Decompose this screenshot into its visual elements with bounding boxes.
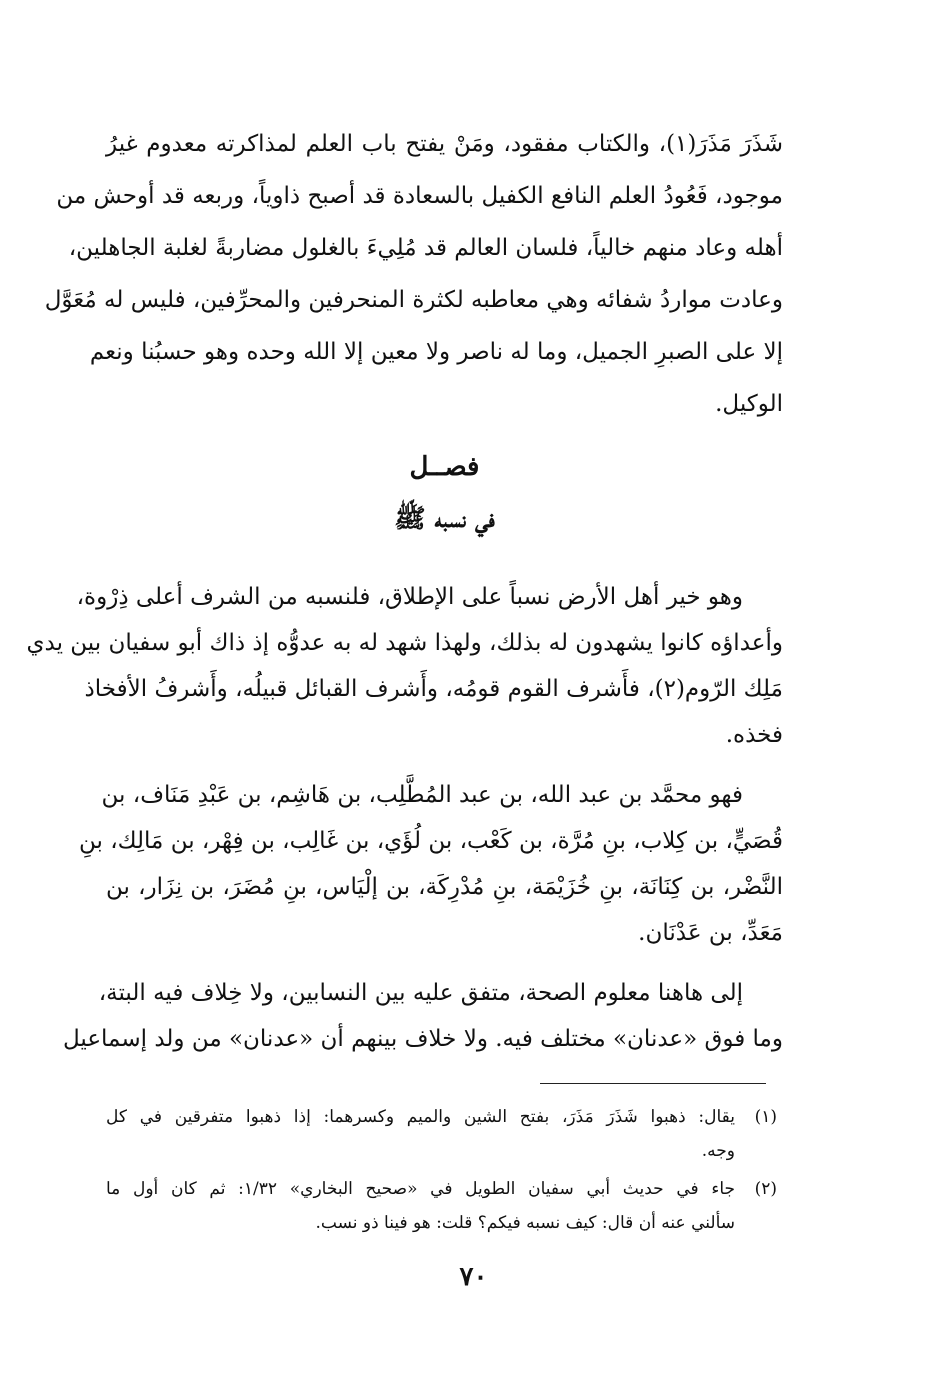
text-line: شَذَرَ مَذَرَ(١)، والكتاب مفقود، ومَنْ يفتح باب العلم لمذاكرته معدوم غيرُ	[106, 131, 783, 157]
text-line: قُصَيٍّ، بن كِلاب، بنِ مُرَّة، بن كَعْب، بن لُؤَي، بن غَالِب، بن فِهْر، بن مَالِك، بنِ	[79, 828, 783, 854]
text-line: موجود، فَعُودُ العلم النافع الكفيل بالسعادة قد أصبح ذاوياً، وربعه قد أوحش من	[56, 183, 783, 209]
footnote-1	[106, 1100, 777, 1168]
section-title: فصــل	[409, 452, 480, 482]
text-line: وهو خير أهل الأرض نسباً على الإطلاق، فلنسبه من الشرف أعلى ذِرْوة،	[76, 584, 743, 610]
footnote-text	[106, 1172, 735, 1240]
text-line: إلى هاهنا معلوم الصحة، متفق عليه بين النسابين، ولا خِلاف فيه البتة،	[98, 980, 743, 1006]
footnote-number: (٢)	[754, 1179, 777, 1199]
footnote-number: (١)	[754, 1107, 777, 1127]
footnote-line: سألني عنه أن قال: كيف نسبه فيكم؟ قلت: هو فينا ذو نسب.	[315, 1213, 735, 1233]
footnote-line: يقال: ذهبوا شَذَرَ مَذَرَ، بفتح الشين والميم وكسرهما: إذا ذهبوا متفرقين في كل	[106, 1107, 735, 1127]
paragraph-2	[26, 574, 783, 758]
text-line: وأعداؤه كانوا يشهدون له بذلك، ولهذا شهد له به عدوُّه إذ ذاك أبو سفيان بين يدي	[26, 630, 783, 656]
text-line: الوكيل.	[715, 391, 783, 417]
section-subtitle: في نسبه ﷺ	[394, 504, 495, 534]
text-line: مَعَدِّ، بن عَدْنَان.	[638, 920, 783, 946]
text-line: وعادت مواردُ شفائه وهي معاطبه لكثرة المنحرفين والمحرِّفين، فليس له مُعَوَّل	[44, 287, 783, 313]
footnote-text	[106, 1100, 735, 1168]
paragraph-3	[79, 772, 783, 956]
text-line: فخذه.	[725, 722, 783, 748]
footnote-2	[106, 1172, 777, 1240]
paragraph-4	[62, 970, 783, 1062]
text-line: مَلِك الرّوم(٢)، فأَشرف القوم قومُه، وأَشرف القبائل قبيلُه، وأَشرفُ الأفخاذ	[84, 676, 783, 702]
footnote-line: وجه.	[701, 1141, 735, 1161]
paragraph-1	[44, 118, 783, 430]
text-line: أهله وعاد منهم خالياً، فلسان العالم قد مُلِيءَ بالغلول مضاربةً لغلبة الجاهلين،	[68, 235, 783, 261]
text-line: النَّضْر، بن كِنَانَة، بنِ خُزَيْمَة، بنِ مُدْرِكَة، بن إلْيَاس، بنِ مُضَرَ، بن نِزَار، بن	[106, 874, 783, 900]
text-line: وما فوق «عدنان» مختلف فيه. ولا خلاف بينهم أن «عدنان» من ولد إسماعيل	[62, 1026, 783, 1052]
footnotes	[106, 1100, 777, 1244]
footnote-line: جاء في حديث أبي سفيان الطويل في «صحيح البخاري» ١/٣٢: ثم كان أول ما	[106, 1179, 736, 1199]
footnote-divider	[540, 1083, 766, 1084]
text-line: فهو محمَّد بن عبد الله، بن عبد المُطَّلِب، بن هَاشِم، بن عَبْدِ مَنَاف، بن	[101, 782, 743, 808]
text-line: إلا على الصبرِ الجميل، وما له ناصر ولا معين إلا الله وحده وهو حسبُنا ونعم	[89, 339, 783, 365]
page-number: ٧٠	[459, 1262, 488, 1292]
